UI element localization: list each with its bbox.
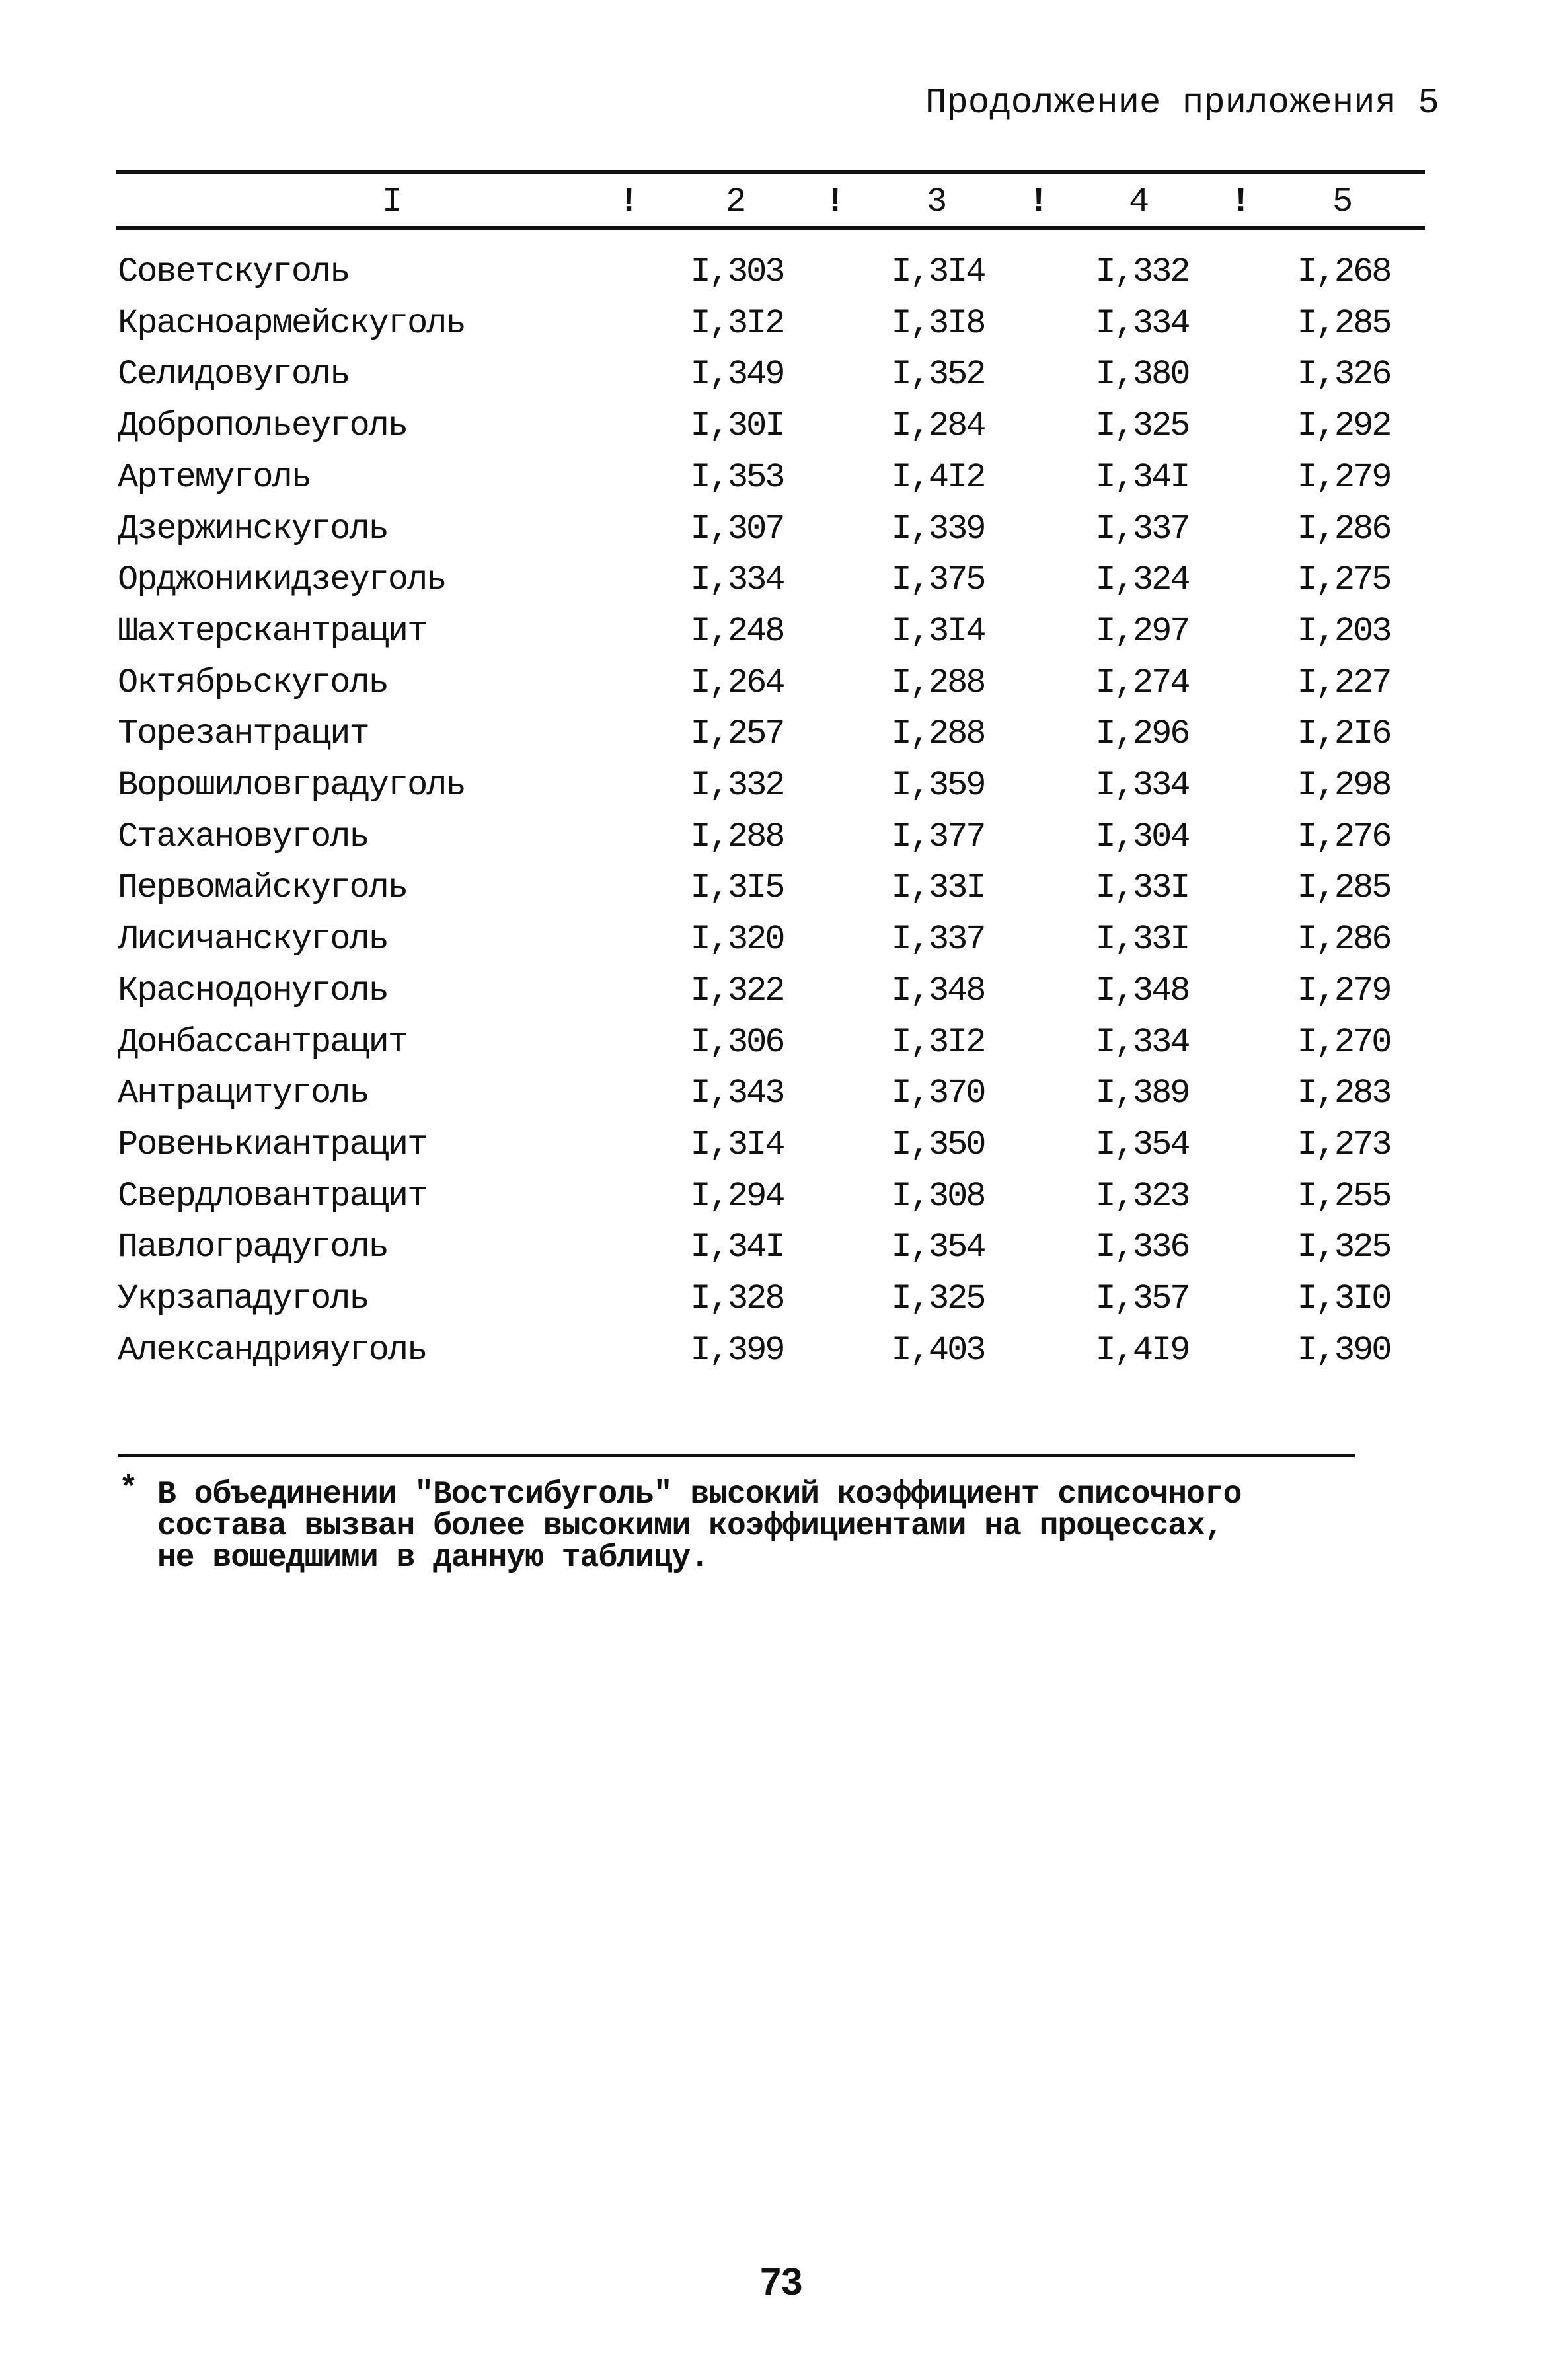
cell-col-5: I,325 (1297, 1228, 1390, 1267)
footnote-line: состава вызван более высокими коэффициентами на процессах, (157, 1508, 1223, 1544)
cell-col-5: I,286 (1297, 920, 1390, 959)
table-row (118, 458, 1439, 509)
cell-col-4: I,4I9 (1095, 1330, 1189, 1370)
footnote-line: не вошедшими в данную таблицу. (157, 1540, 709, 1576)
cell-col-4: I,354 (1095, 1125, 1189, 1164)
row-label: Донбассантрацит (118, 1022, 408, 1062)
cell-col-2: I,306 (690, 1022, 784, 1062)
cell-col-3: I,3I4 (891, 252, 985, 291)
row-label: Александрияуголь (118, 1330, 427, 1370)
cell-col-3: I,403 (891, 1330, 985, 1370)
table-row (118, 612, 1439, 663)
cell-col-5: I,2I6 (1297, 714, 1390, 754)
row-label: Ворошиловградуголь (118, 766, 465, 805)
column-separator: ! (619, 182, 640, 221)
row-label: Первомайскуголь (118, 868, 408, 908)
column-header-3: 3 (927, 182, 948, 221)
cell-col-4: I,334 (1095, 1022, 1189, 1062)
row-label: Павлоградуголь (118, 1228, 388, 1267)
cell-col-5: I,298 (1297, 766, 1390, 805)
cell-col-3: I,370 (891, 1074, 985, 1113)
cell-col-4: I,357 (1095, 1279, 1189, 1318)
cell-col-4: I,34I (1095, 457, 1189, 497)
table-row (118, 766, 1439, 817)
cell-col-3: I,3I4 (891, 611, 985, 651)
running-header: Продолжение приложения 5 (925, 83, 1439, 124)
row-label: Торезантрацит (118, 714, 369, 754)
table-row (118, 304, 1439, 355)
cell-col-4: I,33I (1095, 920, 1189, 959)
table-row (118, 817, 1439, 869)
cell-col-2: I,3I4 (690, 1125, 784, 1164)
table-row (118, 1177, 1439, 1228)
cell-col-2: I,3I5 (690, 868, 784, 908)
table-row (118, 355, 1439, 406)
row-label: Дзержинскуголь (118, 509, 388, 548)
cell-col-4: I,334 (1095, 303, 1189, 343)
cell-col-2: I,322 (690, 971, 784, 1010)
cell-col-4: I,389 (1095, 1074, 1189, 1113)
cell-col-2: I,34I (690, 1228, 784, 1267)
cell-col-4: I,297 (1095, 611, 1189, 651)
footnote-rule (118, 1454, 1355, 1457)
cell-col-2: I,353 (690, 457, 784, 497)
cell-col-5: I,292 (1297, 406, 1390, 446)
row-label: Красноармейскуголь (118, 303, 465, 343)
cell-col-3: I,350 (891, 1125, 985, 1164)
cell-col-4: I,325 (1095, 406, 1189, 446)
cell-col-3: I,325 (891, 1279, 985, 1318)
row-label: Лисичанскуголь (118, 920, 388, 959)
table-row (118, 1331, 1439, 1382)
column-header-5: 5 (1332, 182, 1353, 221)
cell-col-5: I,285 (1297, 303, 1390, 343)
cell-col-5: I,283 (1297, 1074, 1390, 1113)
cell-col-4: I,348 (1095, 971, 1189, 1010)
table-row (118, 1228, 1439, 1279)
row-label: Октябрьскуголь (118, 663, 388, 702)
cell-col-2: I,343 (690, 1074, 784, 1113)
table-row (118, 1125, 1439, 1177)
cell-col-4: I,380 (1095, 355, 1189, 394)
cell-col-2: I,264 (690, 663, 784, 702)
cell-col-2: I,3I2 (690, 303, 784, 343)
cell-col-5: I,203 (1297, 611, 1390, 651)
cell-col-5: I,279 (1297, 971, 1390, 1010)
cell-col-3: I,359 (891, 766, 985, 805)
table-row (118, 406, 1439, 458)
cell-col-2: I,332 (690, 766, 784, 805)
cell-col-2: I,288 (690, 817, 784, 856)
table-row (118, 971, 1439, 1023)
cell-col-5: I,227 (1297, 663, 1390, 702)
cell-col-4: I,304 (1095, 817, 1189, 856)
cell-col-4: I,296 (1095, 714, 1189, 754)
row-label: Укрзападуголь (118, 1279, 369, 1318)
row-label: Стахановуголь (118, 817, 369, 856)
table-row (118, 663, 1439, 715)
cell-col-5: I,326 (1297, 355, 1390, 394)
cell-col-3: I,33I (891, 868, 985, 908)
table-top-rule (116, 170, 1425, 174)
cell-col-2: I,294 (690, 1176, 784, 1216)
table-row (118, 560, 1439, 612)
cell-col-2: I,328 (690, 1279, 784, 1318)
column-header-2: 2 (726, 182, 747, 221)
cell-col-4: I,33I (1095, 868, 1189, 908)
cell-col-3: I,284 (891, 406, 985, 446)
table-row (118, 868, 1439, 920)
column-header-1: I (382, 182, 403, 221)
cell-col-3: I,288 (891, 663, 985, 702)
cell-col-4: I,337 (1095, 509, 1189, 548)
cell-col-4: I,336 (1095, 1228, 1189, 1267)
table-row (118, 252, 1439, 304)
cell-col-4: I,332 (1095, 252, 1189, 291)
footnote-line: В объединении "Востсибуголь" высокий коэффициент списочного (157, 1477, 1242, 1512)
cell-col-5: I,3I0 (1297, 1279, 1390, 1318)
cell-col-2: I,30I (690, 406, 784, 446)
row-label: Советскуголь (118, 252, 350, 291)
row-label: Ровенькиантрацит (118, 1125, 427, 1164)
cell-col-5: I,255 (1297, 1176, 1390, 1216)
table-row (118, 714, 1439, 766)
row-label: Краснодонуголь (118, 971, 388, 1010)
row-label: Свердловантрацит (118, 1176, 427, 1216)
cell-col-4: I,323 (1095, 1176, 1189, 1216)
cell-col-5: I,276 (1297, 817, 1390, 856)
row-label: Орджоникидзеуголь (118, 560, 446, 600)
cell-col-5: I,275 (1297, 560, 1390, 600)
cell-col-2: I,307 (690, 509, 784, 548)
cell-col-5: I,279 (1297, 457, 1390, 497)
cell-col-3: I,3I2 (891, 1022, 985, 1062)
cell-col-4: I,334 (1095, 766, 1189, 805)
cell-col-3: I,375 (891, 560, 985, 600)
row-label: Артемуголь (118, 457, 311, 497)
page-number: 73 (760, 2260, 803, 2303)
cell-col-3: I,377 (891, 817, 985, 856)
cell-col-5: I,270 (1297, 1022, 1390, 1062)
table-row (118, 1279, 1439, 1331)
cell-col-3: I,308 (891, 1176, 985, 1216)
cell-col-2: I,248 (690, 611, 784, 651)
cell-col-4: I,274 (1095, 663, 1189, 702)
cell-col-3: I,348 (891, 971, 985, 1010)
table-row (118, 1074, 1439, 1125)
cell-col-5: I,390 (1297, 1330, 1390, 1370)
cell-col-2: I,399 (690, 1330, 784, 1370)
table-row (118, 920, 1439, 971)
cell-col-5: I,285 (1297, 868, 1390, 908)
row-label: Селидовуголь (118, 355, 350, 394)
row-label: Антрацитуголь (118, 1074, 369, 1113)
row-label: Добропольеуголь (118, 406, 408, 446)
column-header-4: 4 (1129, 182, 1150, 221)
cell-col-2: I,257 (690, 714, 784, 754)
cell-col-3: I,288 (891, 714, 985, 754)
cell-col-3: I,339 (891, 509, 985, 548)
cell-col-5: I,286 (1297, 509, 1390, 548)
cell-col-3: I,3I8 (891, 303, 985, 343)
cell-col-2: I,320 (690, 920, 784, 959)
cell-col-3: I,337 (891, 920, 985, 959)
column-separator: ! (1231, 182, 1252, 221)
table-header-rule (116, 226, 1425, 230)
cell-col-2: I,303 (690, 252, 784, 291)
cell-col-3: I,352 (891, 355, 985, 394)
cell-col-5: I,268 (1297, 252, 1390, 291)
cell-col-3: I,354 (891, 1228, 985, 1267)
footnote-mark: * (119, 1471, 137, 1507)
cell-col-2: I,334 (690, 560, 784, 600)
column-separator: ! (1028, 182, 1049, 221)
cell-col-4: I,324 (1095, 560, 1189, 600)
column-separator: ! (825, 182, 846, 221)
cell-col-5: I,273 (1297, 1125, 1390, 1164)
table-row (118, 509, 1439, 561)
cell-col-3: I,4I2 (891, 457, 985, 497)
row-label: Шахтерскантрацит (118, 611, 427, 651)
cell-col-2: I,349 (690, 355, 784, 394)
table-row (118, 1023, 1439, 1074)
